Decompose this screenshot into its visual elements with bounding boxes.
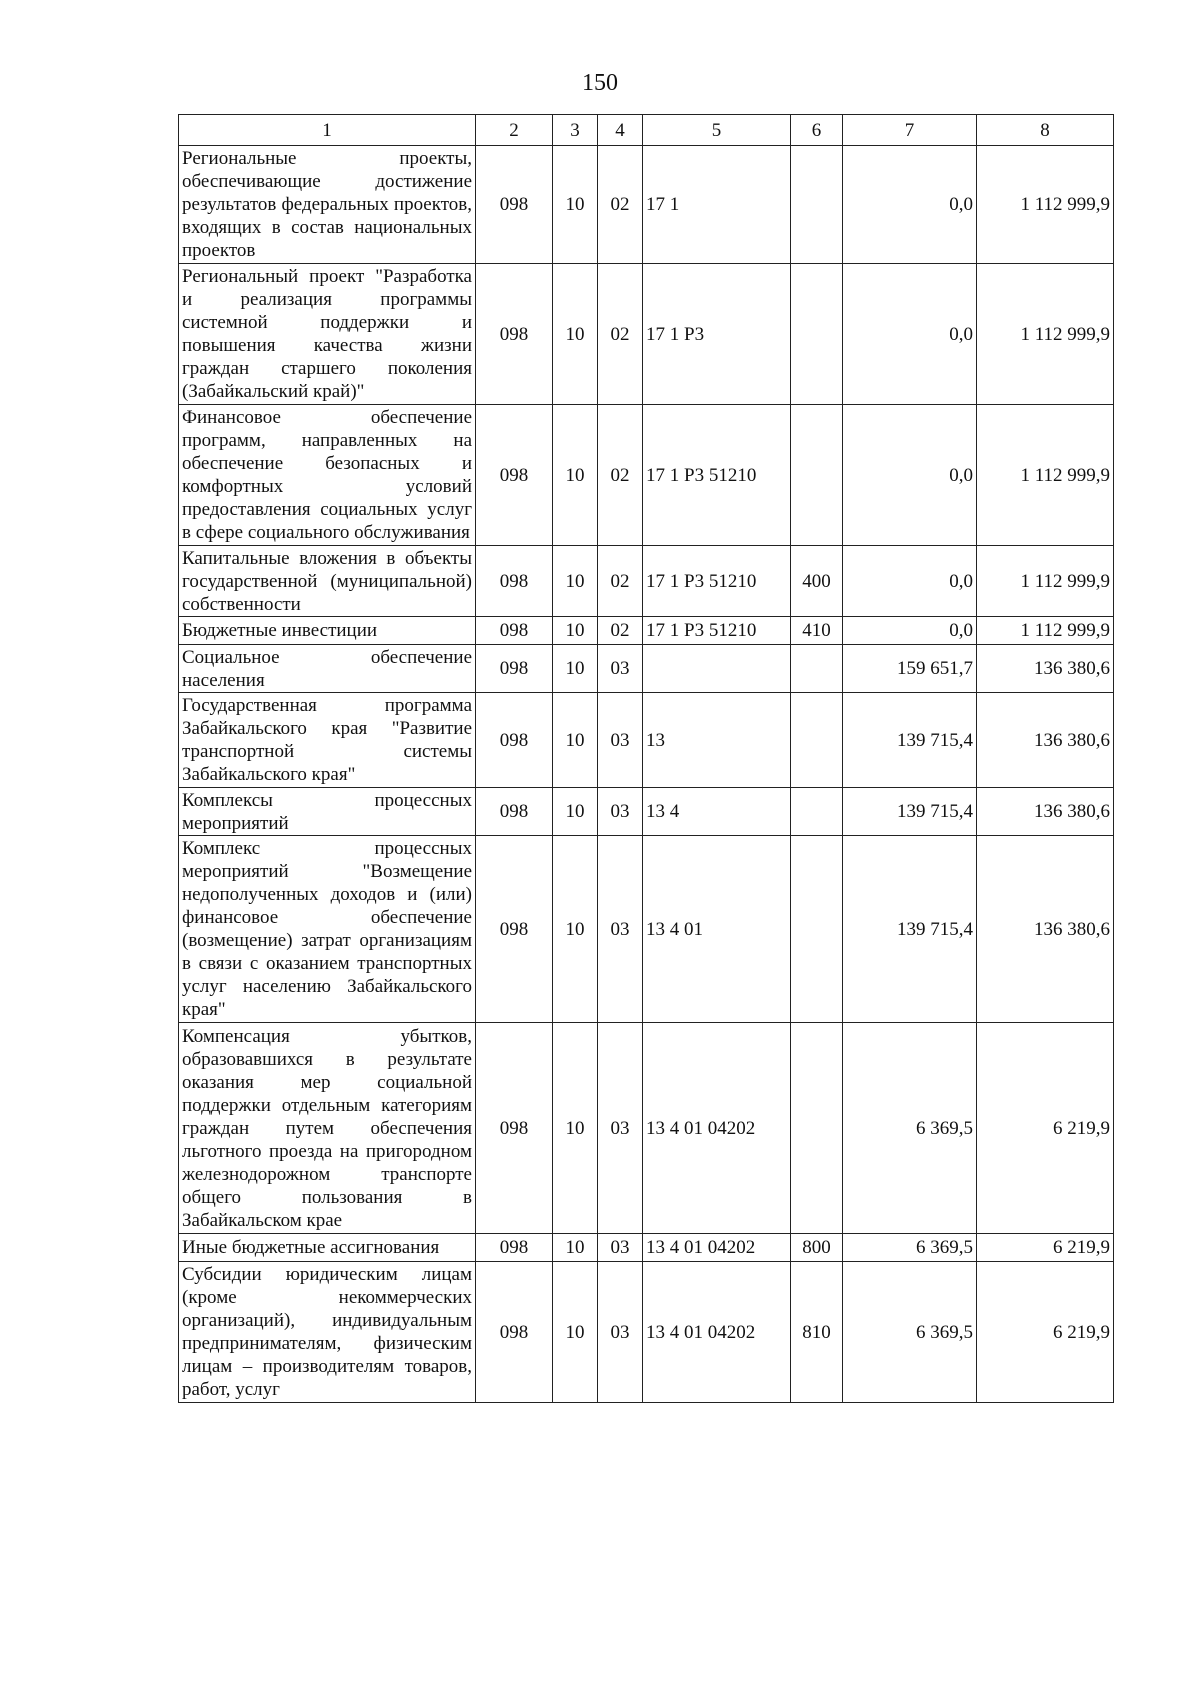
row-name: Региональные проекты, обеспечивающие достижение результатов федеральных проектов, входящих в состав национальных проектов	[179, 146, 476, 264]
row-name: Комплекс процессных мероприятий "Возмещение недополученных доходов и (или) финансовое обеспечение (возмещение) затрат организациям в связи с оказанием транспортных услуг населению Забайкальского края"	[179, 836, 476, 1023]
amount-col8: 1 112 999,9	[977, 146, 1114, 264]
subsection-code: 03	[598, 645, 643, 693]
expense-type-code: 800	[791, 1234, 843, 1262]
section-code: 10	[553, 146, 598, 264]
amount-col7: 6 369,5	[843, 1262, 977, 1403]
expense-type-code	[791, 836, 843, 1023]
amount-col8: 6 219,9	[977, 1023, 1114, 1234]
row-name: Компенсация убытков, образовавшихся в результате оказания мер социальной поддержки отдельным категориям граждан путем обеспечения льготного проезда на пригородном железнодорожном транспорте общего пользования в Забайкальском крае	[179, 1023, 476, 1234]
target-article-code: 17 1 Р3 51210	[643, 617, 791, 645]
table-row	[179, 645, 1114, 693]
table-row	[179, 836, 1114, 1023]
amount-col7: 0,0	[843, 617, 977, 645]
amount-col7: 0,0	[843, 546, 977, 617]
target-article-code	[643, 645, 791, 693]
amount-col7: 0,0	[843, 405, 977, 546]
row-name: Социальное обеспечение населения	[179, 645, 476, 693]
expense-type-code	[791, 693, 843, 788]
column-header: 2	[476, 115, 553, 146]
row-name: Капитальные вложения в объекты государственной (муниципальной) собственности	[179, 546, 476, 617]
admin-code: 098	[476, 693, 553, 788]
row-name: Финансовое обеспечение программ, направленных на обеспечение безопасных и комфортных условий предоставления социальных услуг в сфере социального обслуживания	[179, 405, 476, 546]
table-row	[179, 693, 1114, 788]
row-name: Бюджетные инвестиции	[179, 617, 476, 645]
target-article-code: 13 4	[643, 788, 791, 836]
section-code: 10	[553, 405, 598, 546]
amount-col7: 139 715,4	[843, 788, 977, 836]
table-row	[179, 1023, 1114, 1234]
amount-col8: 1 112 999,9	[977, 546, 1114, 617]
section-code: 10	[553, 264, 598, 405]
table-row	[179, 788, 1114, 836]
section-code: 10	[553, 546, 598, 617]
section-code: 10	[553, 788, 598, 836]
table-header-row	[179, 115, 1114, 146]
subsection-code: 02	[598, 546, 643, 617]
target-article-code: 13 4 01	[643, 836, 791, 1023]
subsection-code: 03	[598, 1262, 643, 1403]
table-row	[179, 546, 1114, 617]
expense-type-code	[791, 146, 843, 264]
admin-code: 098	[476, 405, 553, 546]
table-row	[179, 264, 1114, 405]
row-name: Субсидии юридическим лицам (кроме некоммерческих организаций), индивидуальным предпринимателям, физическим лицам – производителям товаров, работ, услуг	[179, 1262, 476, 1403]
expense-type-code: 410	[791, 617, 843, 645]
target-article-code: 13 4 01 04202	[643, 1262, 791, 1403]
subsection-code: 03	[598, 1023, 643, 1234]
expense-type-code	[791, 788, 843, 836]
amount-col7: 139 715,4	[843, 693, 977, 788]
column-header: 1	[179, 115, 476, 146]
table-row	[179, 146, 1114, 264]
amount-col8: 6 219,9	[977, 1262, 1114, 1403]
page-number: 150	[582, 70, 618, 96]
admin-code: 098	[476, 645, 553, 693]
section-code: 10	[553, 1234, 598, 1262]
section-code: 10	[553, 1262, 598, 1403]
expense-type-code: 400	[791, 546, 843, 617]
target-article-code: 17 1	[643, 146, 791, 264]
amount-col7: 159 651,7	[843, 645, 977, 693]
admin-code: 098	[476, 617, 553, 645]
section-code: 10	[553, 836, 598, 1023]
admin-code: 098	[476, 146, 553, 264]
row-name: Государственная программа Забайкальского края "Развитие транспортной системы Забайкальского края"	[179, 693, 476, 788]
table-row	[179, 405, 1114, 546]
subsection-code: 03	[598, 1234, 643, 1262]
column-header: 8	[977, 115, 1114, 146]
subsection-code: 03	[598, 788, 643, 836]
table-row	[179, 617, 1114, 645]
column-header: 7	[843, 115, 977, 146]
row-name: Комплексы процессных мероприятий	[179, 788, 476, 836]
amount-col7: 6 369,5	[843, 1023, 977, 1234]
subsection-code: 02	[598, 617, 643, 645]
admin-code: 098	[476, 264, 553, 405]
row-name: Региональный проект "Разработка и реализация программы системной поддержки и повышения качества жизни граждан старшего поколения (Забайкальский край)"	[179, 264, 476, 405]
table-row	[179, 1262, 1114, 1403]
amount-col8: 136 380,6	[977, 645, 1114, 693]
column-header: 6	[791, 115, 843, 146]
subsection-code: 02	[598, 146, 643, 264]
amount-col8: 136 380,6	[977, 836, 1114, 1023]
amount-col7: 0,0	[843, 146, 977, 264]
section-code: 10	[553, 693, 598, 788]
section-code: 10	[553, 645, 598, 693]
expense-type-code	[791, 405, 843, 546]
subsection-code: 03	[598, 836, 643, 1023]
amount-col8: 136 380,6	[977, 693, 1114, 788]
target-article-code: 13 4 01 04202	[643, 1234, 791, 1262]
expense-type-code: 810	[791, 1262, 843, 1403]
amount-col8: 6 219,9	[977, 1234, 1114, 1262]
admin-code: 098	[476, 836, 553, 1023]
amount-col7: 139 715,4	[843, 836, 977, 1023]
admin-code: 098	[476, 1023, 553, 1234]
section-code: 10	[553, 1023, 598, 1234]
budget-table	[178, 114, 1114, 1403]
expense-type-code	[791, 264, 843, 405]
target-article-code: 17 1 Р3	[643, 264, 791, 405]
expense-type-code	[791, 1023, 843, 1234]
amount-col8: 1 112 999,9	[977, 264, 1114, 405]
section-code: 10	[553, 617, 598, 645]
column-header: 5	[643, 115, 791, 146]
amount-col8: 1 112 999,9	[977, 617, 1114, 645]
admin-code: 098	[476, 1234, 553, 1262]
subsection-code: 03	[598, 693, 643, 788]
amount-col7: 6 369,5	[843, 1234, 977, 1262]
target-article-code: 13	[643, 693, 791, 788]
column-header: 4	[598, 115, 643, 146]
target-article-code: 17 1 Р3 51210	[643, 546, 791, 617]
column-header: 3	[553, 115, 598, 146]
table-row	[179, 1234, 1114, 1262]
amount-col7: 0,0	[843, 264, 977, 405]
admin-code: 098	[476, 788, 553, 836]
expense-type-code	[791, 645, 843, 693]
subsection-code: 02	[598, 264, 643, 405]
target-article-code: 13 4 01 04202	[643, 1023, 791, 1234]
admin-code: 098	[476, 546, 553, 617]
amount-col8: 1 112 999,9	[977, 405, 1114, 546]
target-article-code: 17 1 Р3 51210	[643, 405, 791, 546]
row-name: Иные бюджетные ассигнования	[179, 1234, 476, 1262]
amount-col8: 136 380,6	[977, 788, 1114, 836]
subsection-code: 02	[598, 405, 643, 546]
admin-code: 098	[476, 1262, 553, 1403]
